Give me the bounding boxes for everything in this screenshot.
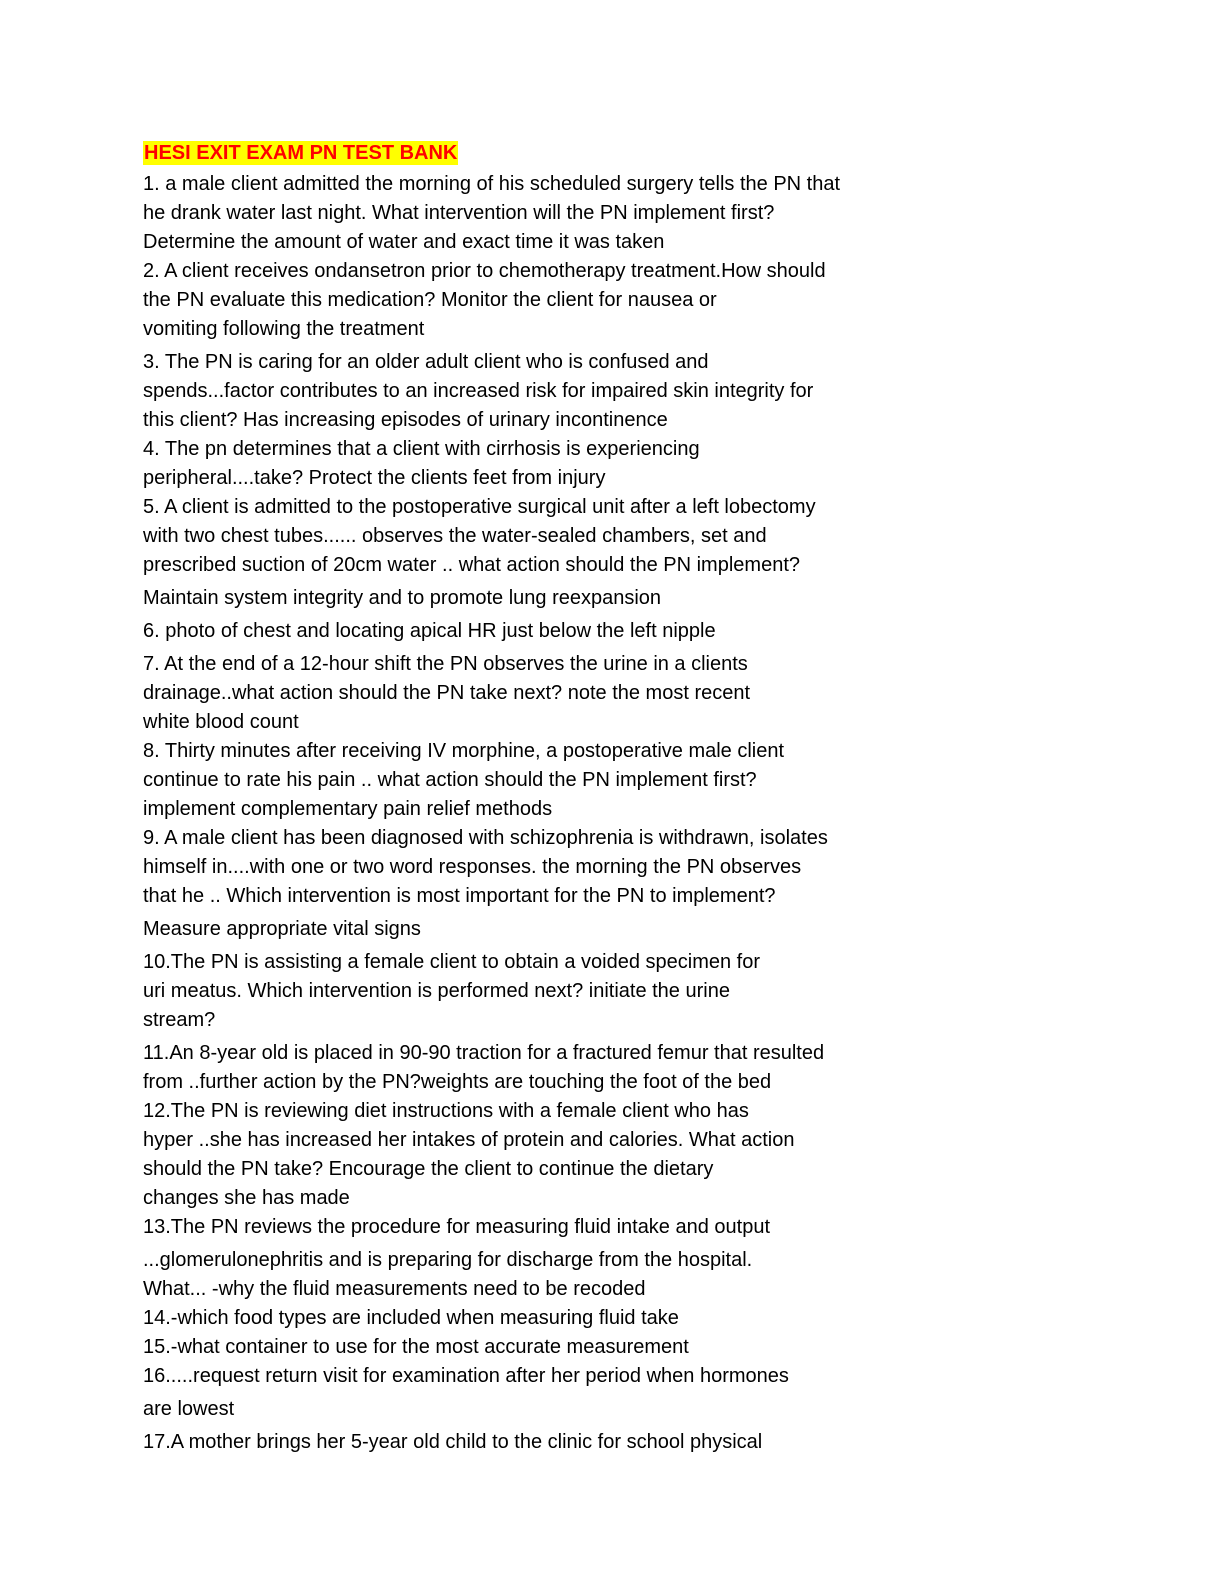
text-line: implement complementary pain relief methods	[143, 798, 553, 820]
text-line: 6. photo of chest and locating apical HR just below the left nipple	[143, 620, 716, 642]
text-line: ...glomerulonephritis and is preparing for discharge from the hospital.	[143, 1249, 753, 1271]
text-line: 13.The PN reviews the procedure for measuring fluid intake and output	[143, 1216, 771, 1238]
text-line: 17.A mother brings her 5-year old child to the clinic for school physical	[143, 1431, 763, 1453]
document-title: HESI EXIT EXAM PN TEST BANK	[144, 142, 458, 164]
text-line: hyper ..she has increased her intakes of protein and calories. What action	[143, 1129, 795, 1151]
text-line: spends...factor contributes to an increased risk for impaired skin integrity for	[143, 380, 814, 402]
text-line: that he .. Which intervention is most important for the PN to implement?	[143, 885, 776, 907]
text-line: white blood count	[143, 711, 299, 733]
text-line: Maintain system integrity and to promote lung reexpansion	[143, 587, 662, 609]
text-line: Measure appropriate vital signs	[143, 918, 421, 940]
text-line: What... -why the fluid measurements need to be recoded	[143, 1278, 646, 1300]
text-line: 7. At the end of a 12-hour shift the PN observes the urine in a clients	[143, 653, 748, 675]
text-line: vomiting following the treatment	[143, 318, 425, 340]
text-line: he drank water last night. What intervention will the PN implement first?	[143, 202, 775, 224]
text-line: 10.The PN is assisting a female client to obtain a voided specimen for	[143, 951, 760, 973]
text-line: uri meatus. Which intervention is performed next? initiate the urine	[143, 980, 730, 1002]
text-line: 3. The PN is caring for an older adult client who is confused and	[143, 351, 709, 373]
text-line: from ..further action by the PN?weights are touching the foot of the bed	[143, 1071, 772, 1093]
text-line: 8. Thirty minutes after receiving IV morphine, a postoperative male client	[143, 740, 785, 762]
text-line: should the PN take? Encourage the client to continue the dietary	[143, 1158, 714, 1180]
text-line: 1. a male client admitted the morning of his scheduled surgery tells the PN that	[143, 173, 841, 195]
text-line: are lowest	[143, 1398, 235, 1420]
text-line: changes she has made	[143, 1187, 350, 1209]
text-line: drainage..what action should the PN take next? note the most recent	[143, 682, 751, 704]
text-line: 12.The PN is reviewing diet instructions with a female client who has	[143, 1100, 749, 1122]
text-line: continue to rate his pain .. what action should the PN implement first?	[143, 769, 757, 791]
text-line: 16.....request return visit for examination after her period when hormones	[143, 1365, 789, 1387]
text-line: 11.An 8-year old is placed in 90-90 traction for a fractured femur that resulted	[143, 1042, 825, 1064]
text-line: 15.-what container to use for the most accurate measurement	[143, 1336, 689, 1358]
text-line: with two chest tubes...... observes the water-sealed chambers, set and	[143, 525, 767, 547]
text-line: Determine the amount of water and exact time it was taken	[143, 231, 665, 253]
text-line: 4. The pn determines that a client with cirrhosis is experiencing	[143, 438, 700, 460]
text-line: prescribed suction of 20cm water .. what action should the PN implement?	[143, 554, 800, 576]
text-line: himself in....with one or two word responses. the morning the PN observes	[143, 856, 802, 878]
question-list	[143, 170, 923, 1457]
text-line: stream?	[143, 1009, 216, 1031]
text-line: the PN evaluate this medication? Monitor the client for nausea or	[143, 289, 717, 311]
title-line	[143, 140, 923, 170]
text-line: 9. A male client has been diagnosed with schizophrenia is withdrawn, isolates	[143, 827, 828, 849]
text-line: 2. A client receives ondansetron prior to chemotherapy treatment.How should	[143, 260, 826, 282]
text-line: 14.-which food types are included when measuring fluid take	[143, 1307, 679, 1329]
text-line: this client? Has increasing episodes of urinary incontinence	[143, 409, 668, 431]
text-line: 5. A client is admitted to the postoperative surgical unit after a left lobectomy	[143, 496, 816, 518]
document-body	[143, 140, 923, 1457]
text-line: peripheral....take? Protect the clients feet from injury	[143, 467, 606, 489]
